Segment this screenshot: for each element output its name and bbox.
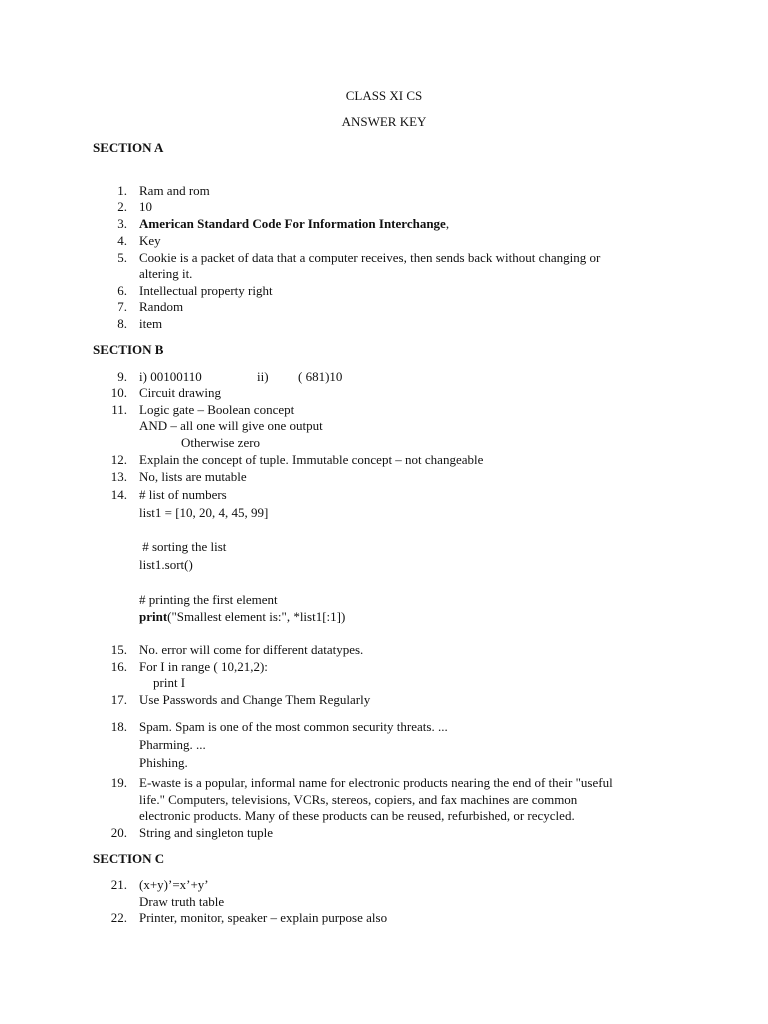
item-number: 8. <box>117 316 127 331</box>
item-number: 2. <box>117 199 127 214</box>
answer-text: ii) <box>257 369 269 384</box>
item-number: 17. <box>110 692 127 707</box>
answer-text-tail: , <box>445 216 450 231</box>
item-number: 21. <box>110 877 127 892</box>
answer-text: Pharming. ... <box>139 737 206 752</box>
answer-text: Circuit drawing <box>139 385 221 400</box>
code-line: list1 = [10, 20, 4, 45, 99] <box>139 505 269 520</box>
item-number: 3. <box>117 216 127 231</box>
answer-text: Logic gate – Boolean concept <box>139 402 295 417</box>
answer-text <box>139 216 449 233</box>
answer-text: Key <box>139 233 161 248</box>
answer-text: electronic products. Many of these products can be reused, refurbished, or recycled. <box>139 808 575 823</box>
item-number: 1. <box>117 183 127 198</box>
print-keyword: print <box>139 609 168 624</box>
answer-text: Otherwise zero <box>181 435 261 450</box>
answer-text: item <box>139 316 163 331</box>
item-number: 10. <box>110 385 127 400</box>
answer-text: Random <box>139 299 184 314</box>
answer-text: Printer, monitor, speaker – explain purpose also <box>139 910 388 925</box>
item-number: 20. <box>110 825 127 840</box>
item-number: 9. <box>117 369 127 384</box>
item-number: 22. <box>110 910 127 925</box>
answer-text: No. error will come for different datatypes. <box>139 642 364 657</box>
item-number: 6. <box>117 283 127 298</box>
answer-text: Explain the concept of tuple. Immutable concept – not changeable <box>139 452 484 467</box>
item-number: 14. <box>110 487 127 502</box>
code-line: # printing the first element <box>139 592 278 607</box>
answer-text: life." Computers, televisions, VCRs, stereos, copiers, and fax machines are common <box>139 792 578 807</box>
answer-text: Cookie is a packet of data that a computer receives, then sends back without changing or <box>139 250 601 265</box>
item-number: 12. <box>110 452 127 467</box>
answer-text: AND – all one will give one output <box>139 418 323 433</box>
item-number: 11. <box>111 402 127 417</box>
item-number: 7. <box>117 299 127 314</box>
section-c-heading: SECTION C <box>93 851 165 866</box>
item-number: 16. <box>110 659 127 674</box>
answer-text: Draw truth table <box>139 894 225 909</box>
code-line: # sorting the list <box>139 539 227 554</box>
item-number: 19. <box>110 775 127 790</box>
code-line: print I <box>153 675 186 690</box>
code-line <box>139 609 345 626</box>
answer-text: 10 <box>139 199 152 214</box>
document-subtitle: ANSWER KEY <box>341 114 427 129</box>
print-args: ("Smallest element is:", *list1[:1]) <box>167 609 346 624</box>
document-title: CLASS XI CS <box>345 88 423 103</box>
answer-text: ( 681)10 <box>298 369 343 384</box>
answer-text: No, lists are mutable <box>139 469 247 484</box>
answer-text: String and singleton tuple <box>139 825 273 840</box>
answer-text: i) 00100110 <box>139 369 202 384</box>
item-number: 15. <box>110 642 127 657</box>
answer-bold-text: American Standard Code For Information Interchange <box>139 216 446 231</box>
code-line: For I in range ( 10,21,2): <box>139 659 268 674</box>
section-b-heading: SECTION B <box>93 342 164 357</box>
answer-text: altering it. <box>139 266 193 281</box>
answer-text: Intellectual property right <box>139 283 273 298</box>
item-number: 18. <box>110 719 127 734</box>
answer-text: Spam. Spam is one of the most common security threats. ... <box>139 719 448 734</box>
item-number: 13. <box>110 469 127 484</box>
item-number: 4. <box>117 233 127 248</box>
answer-text: Use Passwords and Change Them Regularly <box>139 692 371 707</box>
answer-text: Ram and rom <box>139 183 210 198</box>
code-line: # list of numbers <box>139 487 227 502</box>
answer-text: (x+y)’=x’+y’ <box>139 877 209 892</box>
section-a-heading: SECTION A <box>93 140 164 155</box>
answer-text: Phishing. <box>139 755 188 770</box>
code-line: list1.sort() <box>139 557 193 572</box>
answer-text: E-waste is a popular, informal name for electronic products nearing the end of their "useful <box>139 775 613 790</box>
item-number: 5. <box>117 250 127 265</box>
